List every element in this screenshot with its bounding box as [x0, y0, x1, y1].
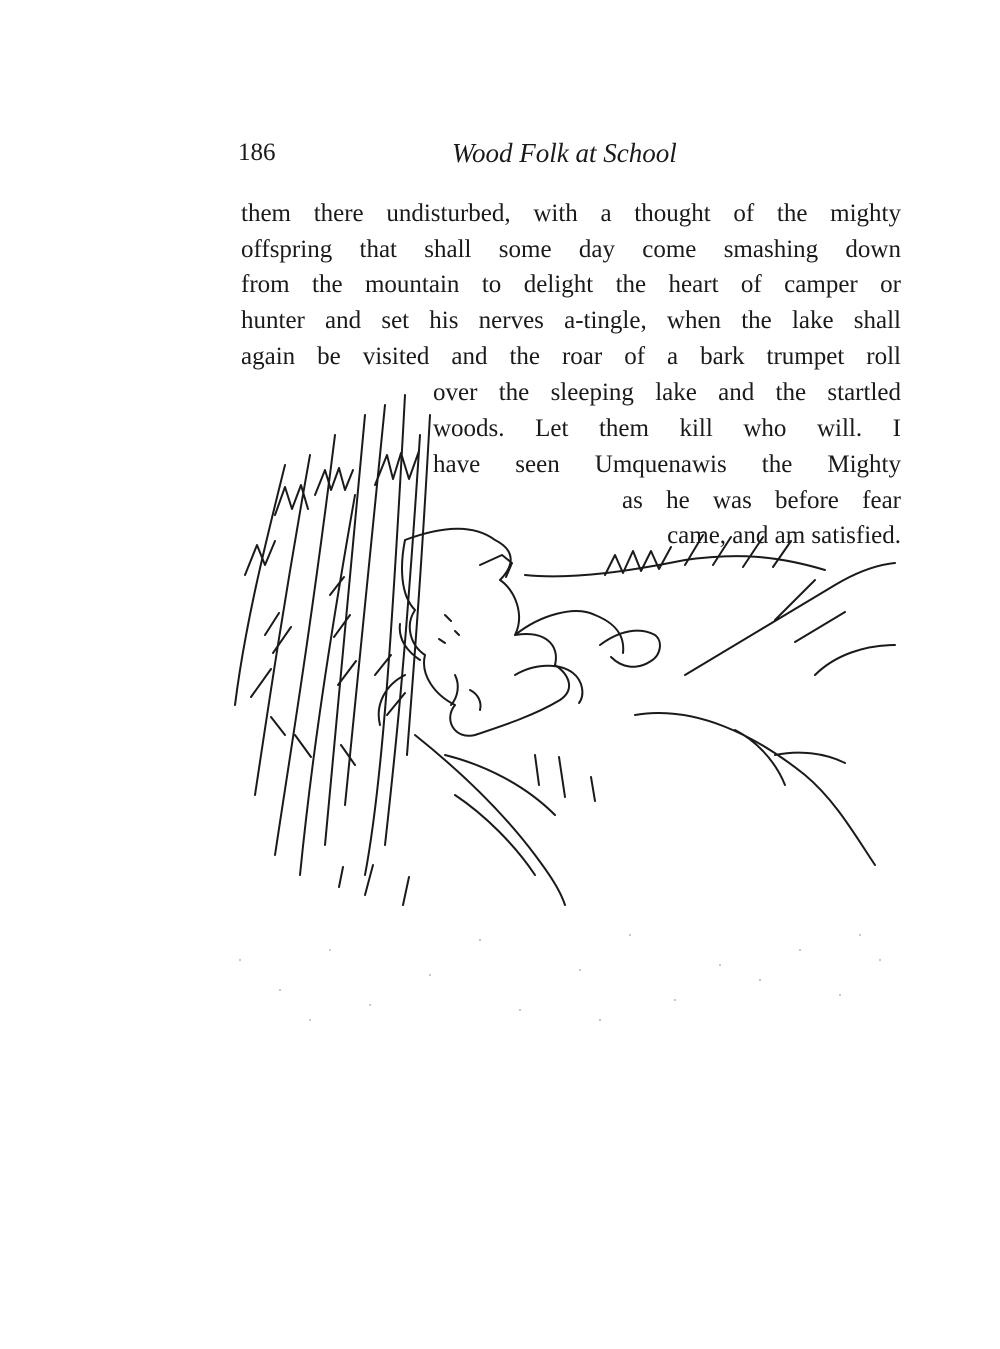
- text-line: came, and am satisfied.: [667, 522, 901, 549]
- page-number: 186: [238, 139, 276, 166]
- text-line: as he was before fear: [622, 487, 901, 514]
- text-line: them there undisturbed, with a thought of the mighty: [241, 200, 901, 227]
- text-line: woods. Let them kill who will. I: [433, 415, 901, 442]
- text-line: over the sleeping lake and the startled: [433, 379, 901, 406]
- paper-specks-icon: [220, 920, 910, 1030]
- text-line: hunter and set his nerves a-tingle, when the lake shall: [241, 307, 901, 334]
- running-title: Wood Folk at School: [452, 138, 677, 168]
- text-line: offspring that shall some day come smashing down: [241, 236, 901, 263]
- moose-in-thicket-drawing-icon: [215, 375, 905, 925]
- branches-icon: [339, 535, 895, 905]
- text-line: from the mountain to delight the heart of camper or: [241, 271, 901, 298]
- text-line: have seen Umquenawis the Mighty: [433, 451, 901, 478]
- text-line: again be visited and the roar of a bark trumpet roll: [241, 343, 901, 370]
